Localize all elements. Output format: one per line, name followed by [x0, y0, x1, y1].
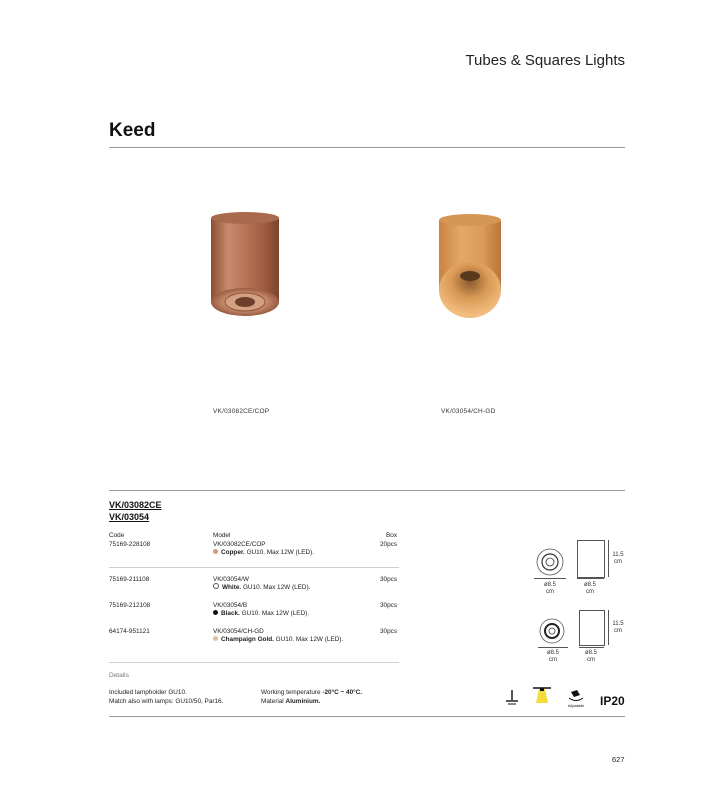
row-spec: White. GU10. Max 12W (LED). [213, 584, 310, 591]
details-label: Details [109, 672, 129, 679]
dimension-line [577, 578, 604, 579]
height-label: 11.5 cm [612, 552, 624, 565]
color-swatch [213, 636, 218, 641]
diameter-label: ø8.5 cm [583, 582, 596, 595]
row-code: 75169-212108 [109, 602, 151, 609]
row-model: VK/03054/W [213, 576, 249, 583]
row-box: 30pcs [380, 602, 398, 609]
model-link[interactable]: VK/03054 [109, 512, 150, 522]
color-swatch [213, 549, 218, 554]
color-swatch [213, 583, 219, 589]
row-spec: Black. GU10. Max 12W (LED). [213, 610, 309, 617]
color-swatch [213, 610, 218, 615]
model-link[interactable]: VK/03082CE [109, 500, 162, 510]
page-number: 627 [612, 755, 625, 764]
column-header-box: Box [386, 532, 398, 539]
section-title: Tubes & Squares Lights [465, 52, 625, 69]
row-box: 20pcs [380, 541, 398, 548]
front-view-drawing [538, 617, 566, 645]
downlight-beam-icon [531, 686, 553, 706]
diameter-label: ø8.5 cm [543, 582, 556, 595]
front-view-drawing [535, 547, 565, 577]
row-spec: Copper. GU10. Max 12W (LED). [213, 549, 314, 556]
row-code: 75169-211108 [109, 576, 150, 583]
dimension-line [534, 578, 566, 579]
height-label: 11.5 cm [612, 621, 624, 634]
ip-rating: IP20 [600, 694, 625, 708]
column-header-model: Model [213, 532, 231, 539]
row-spec: Champaign Gold. GU10. Max 12W (LED). [213, 636, 343, 643]
models-divider [109, 490, 625, 491]
diameter-label: ø8.5 cm [584, 650, 597, 663]
product-image-champagne-gold [435, 212, 505, 327]
image-caption: VK/03054/CH-GD [441, 408, 496, 415]
row-model: VK/03054/B [213, 602, 248, 609]
dimension-line [579, 647, 604, 648]
side-view-drawing [579, 610, 605, 646]
details-col-2: Working temperature -20°C ~ 40°C. Material Aluminium. [261, 689, 363, 705]
diameter-label: ø8.5 cm [546, 650, 559, 663]
row-code: 64174-951121 [109, 628, 150, 635]
row-divider [109, 567, 399, 568]
dimension-line [538, 647, 568, 648]
svg-text:Adjustable: Adjustable [567, 704, 585, 708]
title-divider [109, 147, 625, 148]
details-col-1: Included lampholder GU10. Match also with lamps: GU10/50, Par16. [109, 689, 224, 705]
product-name: Keed [109, 120, 156, 141]
row-model: VK/03054/CH-GD [213, 628, 264, 635]
ceiling-mount-icon [503, 688, 521, 706]
image-caption: VK/03082CE/COP [213, 408, 270, 415]
side-view-drawing [577, 540, 605, 578]
row-code: 75169-228108 [109, 541, 151, 548]
row-box: 30pcs [380, 628, 398, 635]
footer-divider [109, 716, 625, 717]
column-header-code: Code [109, 532, 125, 539]
product-image-copper [205, 210, 285, 325]
adjustable-icon [565, 686, 587, 708]
row-model: VK/03082CE/COP [213, 541, 266, 548]
row-divider [109, 662, 399, 663]
row-box: 30pcs [380, 576, 398, 583]
